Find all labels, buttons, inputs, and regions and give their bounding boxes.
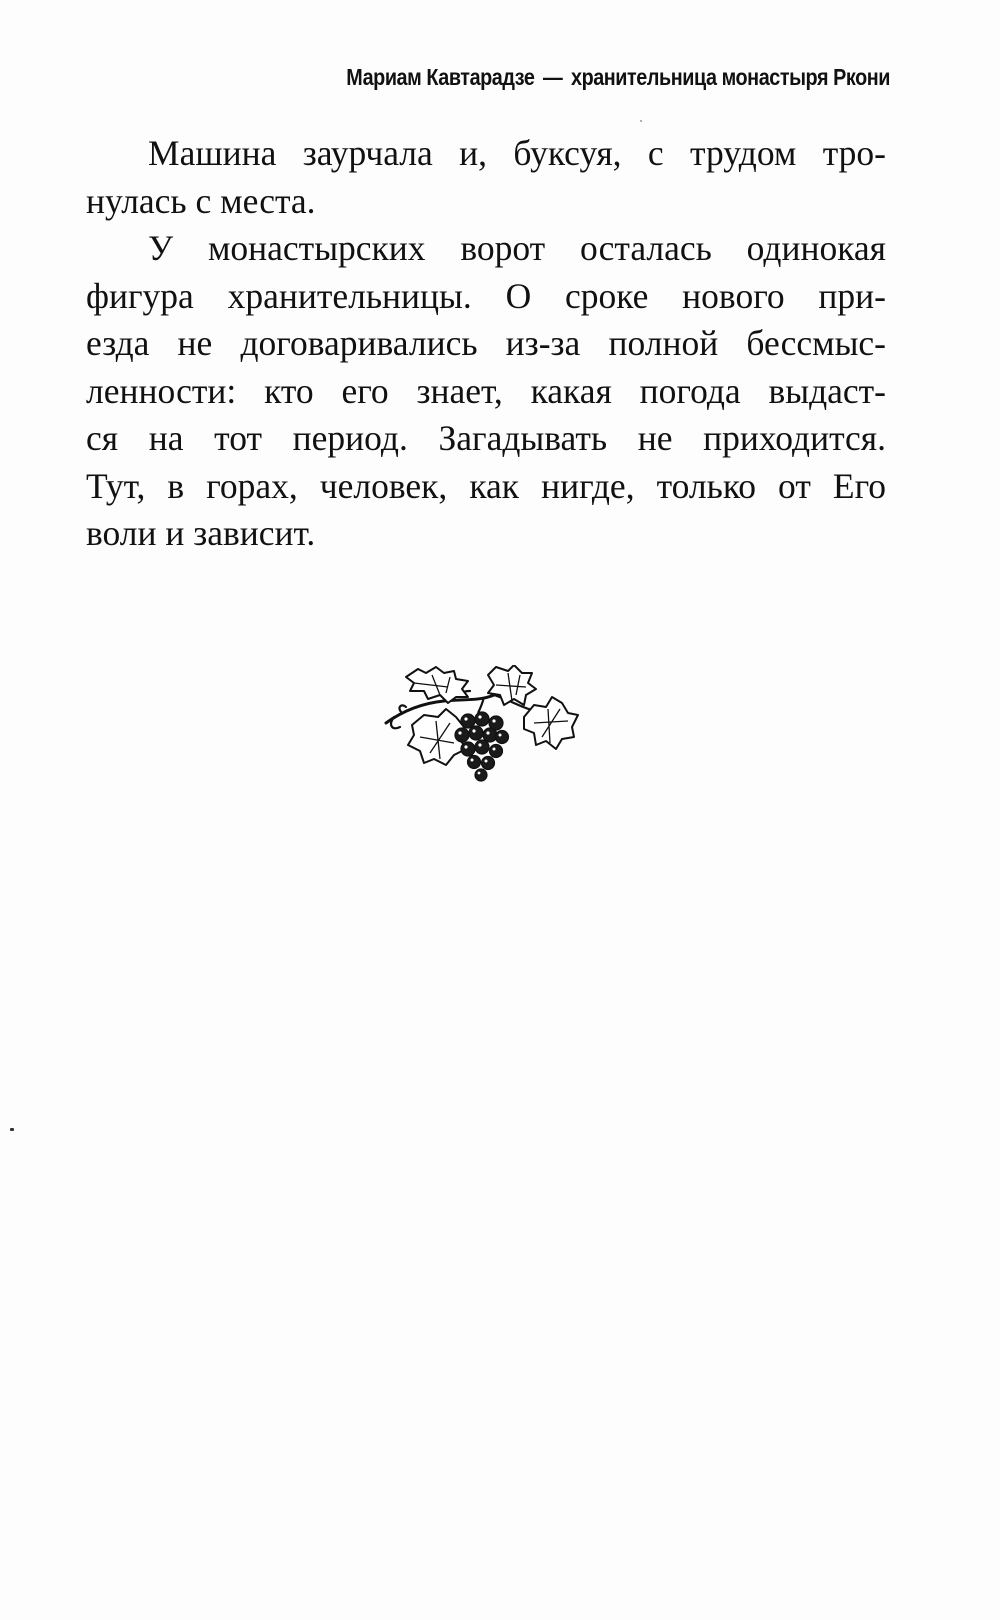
text-line: ленности: кто его знает, какая погода выдаст- [86,370,886,411]
text-line: ся на тот период. Загадывать не приходится. [86,418,886,458]
paragraph-2 [86,225,886,558]
text-line: Машина заурчала и, буксуя, с трудом тро- [148,133,886,173]
running-header [185,64,890,91]
paragraph-1 [86,130,886,225]
text-line: фигура хранительницы. О сроке нового при- [86,275,886,316]
header-separator: — [543,64,563,90]
text-line: У монастырских ворот осталась одинокая [148,228,886,268]
body-text [86,130,886,558]
text-line: воли и зависит. [86,513,316,553]
print-speck [10,1128,14,1131]
text-line: езда не договаривались из-за полной бессмыс- [86,323,886,363]
header-author: Мариам Кавтарадзе [346,64,535,90]
text-line: Тут, в горах, человек, как нигде, только от Его [86,465,886,506]
header-title: хранительница монастыря Ркони [570,64,890,90]
grapevine-ornament-icon [384,665,594,795]
text-line: нулась с места. [86,180,316,221]
print-speck [640,120,642,122]
